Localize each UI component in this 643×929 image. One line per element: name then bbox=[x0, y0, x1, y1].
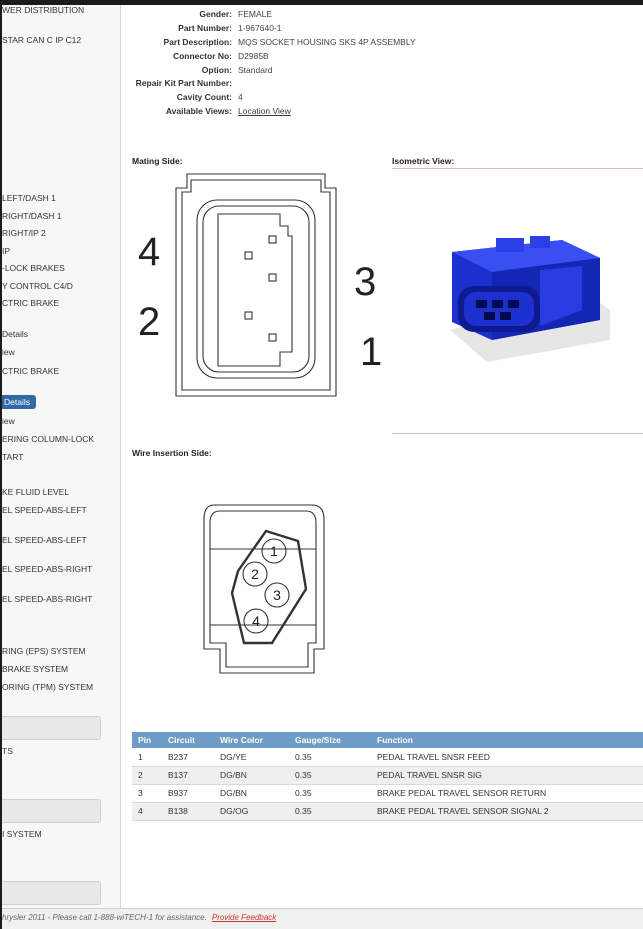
location-view-link[interactable]: Location View bbox=[238, 106, 291, 116]
wire-pin-label: 4 bbox=[252, 613, 260, 629]
info-value: D2985B bbox=[238, 51, 269, 61]
sidebar-item-details[interactable]: Details bbox=[2, 329, 28, 339]
cell: DG/OG bbox=[214, 802, 289, 820]
pin-label: 2 bbox=[138, 300, 161, 344]
info-gender-row bbox=[122, 9, 642, 23]
sidebar-item[interactable]: RING (EPS) SYSTEM bbox=[2, 646, 86, 656]
info-value: FEMALE bbox=[238, 9, 273, 19]
col-header-wire-color: Wire Color bbox=[220, 735, 263, 745]
sidebar-item[interactable]: I SYSTEM bbox=[2, 829, 42, 839]
cell: BRAKE PEDAL TRAVEL SENSOR RETURN bbox=[371, 784, 643, 802]
sidebar-group-box[interactable] bbox=[2, 716, 101, 740]
sidebar-item[interactable]: IP bbox=[2, 246, 11, 256]
table-row[interactable] bbox=[132, 766, 643, 784]
table-row[interactable] bbox=[132, 748, 643, 766]
isometric-connector-image bbox=[432, 230, 612, 375]
sidebar-item[interactable]: ERING COLUMN-LOCK bbox=[2, 434, 95, 444]
provide-feedback-link[interactable]: Provide Feedback bbox=[211, 913, 277, 922]
sidebar bbox=[2, 5, 121, 908]
info-repair-row bbox=[122, 78, 642, 92]
info-desc-row bbox=[122, 37, 642, 51]
sidebar-item[interactable]: EL SPEED-ABS-LEFT bbox=[2, 535, 87, 545]
sidebar-group-box[interactable] bbox=[2, 799, 101, 823]
sidebar-item[interactable]: BRAKE SYSTEM bbox=[2, 664, 69, 674]
main-content bbox=[122, 5, 643, 908]
sidebar-item[interactable]: Y CONTROL C4/D bbox=[2, 281, 73, 291]
wire-insertion-diagram bbox=[202, 497, 332, 682]
cell: DG/BN bbox=[214, 784, 289, 802]
sidebar-item[interactable]: CTRIC BRAKE bbox=[2, 298, 60, 308]
mating-pin-labels bbox=[132, 215, 387, 375]
info-label: Option: bbox=[201, 65, 232, 75]
wire-pin-label: 2 bbox=[251, 566, 259, 582]
sidebar-item[interactable]: WER DISTRIBUTION bbox=[2, 5, 85, 15]
sidebar-item[interactable]: STAR CAN C IP C12 bbox=[2, 35, 82, 45]
pin-label: 4 bbox=[138, 230, 161, 274]
pin-label: 3 bbox=[354, 260, 377, 304]
sidebar-item[interactable]: EL SPEED-ABS-RIGHT bbox=[2, 564, 93, 574]
isometric-bottom-divider bbox=[392, 433, 643, 434]
cell: B138 bbox=[162, 802, 214, 820]
info-label: Repair Kit Part Number: bbox=[135, 78, 232, 88]
wire-pin-label: 3 bbox=[273, 587, 281, 603]
mating-side-title: Mating Side: bbox=[132, 156, 183, 166]
cell: 0.35 bbox=[289, 748, 371, 766]
col-header-pin: Pin bbox=[138, 735, 152, 745]
sidebar-item[interactable]: RIGHT/IP 2 bbox=[2, 228, 46, 238]
info-label: Gender: bbox=[199, 9, 232, 19]
footer bbox=[2, 908, 643, 929]
table-row[interactable] bbox=[132, 802, 643, 820]
wire-insertion-title: Wire Insertion Side: bbox=[132, 448, 212, 458]
col-header-circuit: Circuit bbox=[168, 735, 195, 745]
cell: 0.35 bbox=[289, 802, 371, 820]
info-cavity-row bbox=[122, 92, 642, 106]
info-label: Part Number: bbox=[178, 23, 232, 33]
cell: 4 bbox=[132, 802, 162, 820]
cell: DG/YE bbox=[214, 748, 289, 766]
table-row[interactable] bbox=[132, 784, 643, 802]
sidebar-item[interactable]: EL SPEED-ABS-LEFT bbox=[2, 505, 87, 515]
cell: B137 bbox=[162, 766, 214, 784]
sidebar-item[interactable]: ORING (TPM) SYSTEM bbox=[2, 682, 94, 692]
sidebar-item[interactable]: -LOCK BRAKES bbox=[2, 263, 65, 273]
info-conn-row bbox=[122, 51, 642, 65]
cell: PEDAL TRAVEL SNSR SIG bbox=[371, 766, 643, 784]
sidebar-item[interactable]: KE FLUID LEVEL bbox=[2, 487, 70, 497]
col-header-function: Function bbox=[377, 735, 413, 745]
isometric-view-title: Isometric View: bbox=[392, 156, 455, 166]
sidebar-item[interactable]: CTRIC BRAKE bbox=[2, 366, 60, 376]
sidebar-group-box[interactable] bbox=[2, 881, 101, 905]
wire-pin-label: 1 bbox=[270, 543, 278, 559]
table-header-row bbox=[132, 732, 643, 748]
isometric-divider bbox=[392, 168, 643, 169]
info-label: Connector No: bbox=[172, 51, 232, 61]
cell: PEDAL TRAVEL SNSR FEED bbox=[371, 748, 643, 766]
footer-text: hrysler 2011 - Please call 1-888-wiTECH-1 for assistance. bbox=[2, 913, 207, 922]
cell: BRAKE PEDAL TRAVEL SENSOR SIGNAL 2 bbox=[371, 802, 643, 820]
info-label: Cavity Count: bbox=[176, 92, 232, 102]
info-value: 4 bbox=[238, 92, 243, 102]
cell: 0.35 bbox=[289, 784, 371, 802]
info-value: Standard bbox=[238, 65, 273, 75]
sidebar-item[interactable]: RIGHT/DASH 1 bbox=[2, 211, 62, 221]
info-value: 1-967640-1 bbox=[238, 23, 282, 33]
sidebar-item-view[interactable]: iew bbox=[2, 416, 15, 426]
sidebar-item-view[interactable]: iew bbox=[2, 347, 15, 357]
cell: 2 bbox=[132, 766, 162, 784]
pin-label: 1 bbox=[360, 330, 383, 374]
cell: 1 bbox=[132, 748, 162, 766]
cell: DG/BN bbox=[214, 766, 289, 784]
sidebar-item-details-active[interactable]: Details bbox=[2, 395, 36, 409]
cell: 0.35 bbox=[289, 766, 371, 784]
info-option-row bbox=[122, 65, 642, 79]
info-part-row bbox=[122, 23, 642, 37]
info-value: MQS SOCKET HOUSING SKS 4P ASSEMBLY bbox=[238, 37, 416, 47]
info-views-row bbox=[122, 106, 642, 120]
info-label: Available Views: bbox=[165, 106, 232, 116]
sidebar-item[interactable]: TS bbox=[2, 746, 13, 756]
info-label: Part Description: bbox=[163, 37, 232, 47]
sidebar-item[interactable]: EL SPEED-ABS-RIGHT bbox=[2, 594, 93, 604]
cell: B237 bbox=[162, 748, 214, 766]
app-frame bbox=[0, 5, 643, 929]
cell: 3 bbox=[132, 784, 162, 802]
cell: B937 bbox=[162, 784, 214, 802]
col-header-gauge: Gauge/Size bbox=[295, 735, 341, 745]
sidebar-item[interactable]: TART bbox=[2, 452, 24, 462]
pin-table bbox=[132, 732, 643, 821]
sidebar-item[interactable]: LEFT/DASH 1 bbox=[2, 193, 56, 203]
